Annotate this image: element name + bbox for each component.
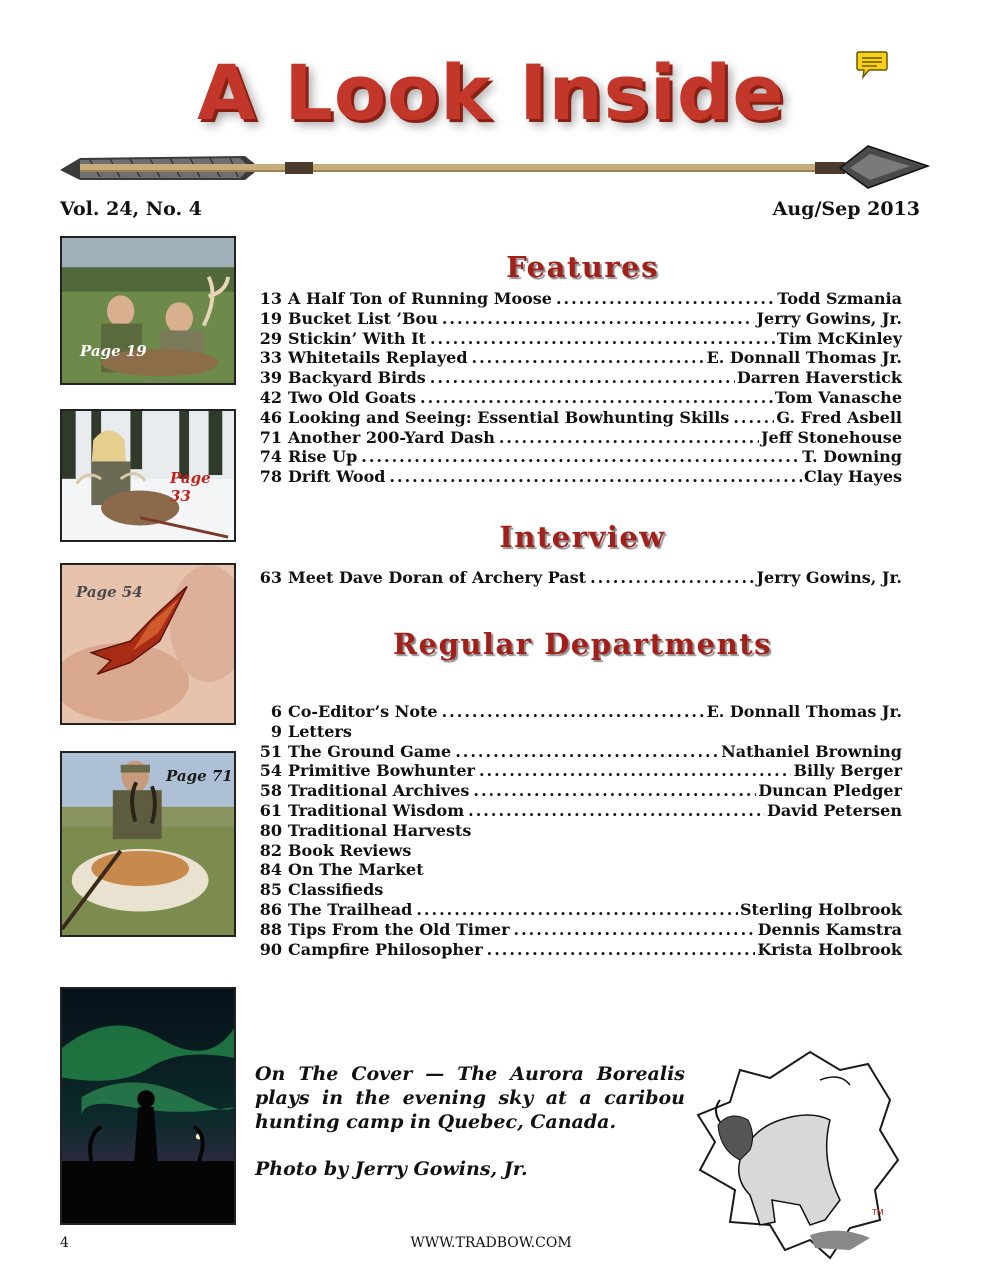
toc-entry[interactable] <box>252 860 902 880</box>
toc-author: G. Fred Asbell <box>776 407 902 427</box>
toc-entry[interactable] <box>252 447 902 467</box>
toc-title: Meet Dave Doran of Archery Past <box>288 568 587 587</box>
toc-author: Todd Szmania <box>777 289 902 308</box>
toc-title: A Half Ton of Running Moose <box>288 289 552 308</box>
toc-title: Tips From the Old Timer <box>288 919 510 939</box>
toc-leader-dots <box>389 467 802 486</box>
toc-entry[interactable] <box>252 920 902 940</box>
toc-entry[interactable] <box>252 880 902 900</box>
toc-leader-dots <box>430 329 775 348</box>
toc-page-number: 88 <box>259 919 282 939</box>
page-title: A Look Inside <box>197 48 785 137</box>
toc-leader-dots <box>479 761 792 780</box>
buffalo-logo <box>690 1050 900 1260</box>
interview-list <box>252 568 902 588</box>
toc-title: Primitive Bowhunter <box>288 761 475 781</box>
toc-title: Rise Up <box>288 447 358 467</box>
toc-leader-dots <box>442 309 755 328</box>
toc-page-number: 46 <box>259 407 282 427</box>
toc-author: Sterling Holbrook <box>739 899 902 919</box>
toc-page-number: 63 <box>259 568 282 587</box>
toc-page-number: 71 <box>259 427 282 447</box>
toc-entry[interactable] <box>252 940 902 960</box>
toc-page-number: 39 <box>259 368 282 388</box>
section-heading-features: Features <box>506 250 659 284</box>
issue-date: Aug/Sep 2013 <box>772 198 920 220</box>
toc-entry[interactable] <box>252 309 902 329</box>
toc-page-number: 85 <box>259 880 282 900</box>
comment-note-icon[interactable] <box>855 50 889 80</box>
toc-page-number: 51 <box>259 741 282 761</box>
toc-title: Backyard Birds <box>288 368 426 388</box>
cover-description: On The Cover — The Aurora Borealis plays in the evening sky at a caribou hunting camp in Quebec, Canada. <box>255 1063 685 1133</box>
toc-leader-dots <box>455 742 719 761</box>
toc-entry[interactable] <box>252 348 902 368</box>
toc-page-number: 84 <box>259 860 282 880</box>
volume-number: Vol. 24, No. 4 <box>60 198 202 220</box>
toc-author: Jeff Stonehouse <box>760 427 902 447</box>
toc-title: Looking and Seeing: Essential Bowhunting Skills <box>288 407 730 427</box>
toc-title: Campfire Philosopher <box>288 939 483 959</box>
toc-leader-dots <box>514 920 756 939</box>
toc-leader-dots <box>416 900 738 919</box>
toc-title: Co-Editor’s Note <box>288 702 438 721</box>
toc-title: Traditional Archives <box>288 781 470 801</box>
toc-leader-dots <box>499 428 759 447</box>
toc-entry[interactable] <box>252 841 902 861</box>
toc-page-number: 54 <box>259 761 282 781</box>
toc-entry[interactable] <box>252 408 902 428</box>
toc-leader-dots <box>487 940 756 959</box>
toc-leader-dots <box>442 702 705 721</box>
toc-leader-dots <box>733 408 774 427</box>
toc-author: Jerry Gowins, Jr. <box>756 568 902 587</box>
photo-caption: Page 71 <box>166 767 233 785</box>
toc-entry[interactable] <box>252 368 902 388</box>
arrow-banner <box>60 140 930 190</box>
toc-author: E. Donnall Thomas Jr. <box>706 702 902 721</box>
toc-title: Bucket List ’Bou <box>288 308 438 328</box>
toc-leader-dots <box>361 447 800 466</box>
toc-leader-dots <box>472 348 705 367</box>
toc-entry[interactable] <box>252 428 902 448</box>
toc-author: Duncan Pledger <box>758 781 902 801</box>
toc-page-number: 33 <box>259 348 282 368</box>
photo-page-19 <box>60 236 236 385</box>
toc-entry[interactable] <box>252 801 902 821</box>
page-number: 4 <box>60 1235 69 1251</box>
section-heading-interview: Interview <box>499 520 666 554</box>
toc-page-number: 13 <box>259 289 282 308</box>
toc-title: Traditional Harvests <box>288 820 472 840</box>
photo-caption: Page 33 <box>170 469 211 505</box>
toc-page-number: 86 <box>259 899 282 919</box>
toc-entry[interactable] <box>252 329 902 349</box>
toc-page-number: 58 <box>259 781 282 801</box>
toc-author: Tom Vanasche <box>774 387 902 407</box>
cover-photo-credit: Photo by Jerry Gowins, Jr. <box>255 1158 528 1180</box>
photo-page-33 <box>60 409 236 542</box>
section-heading-departments: Regular Departments <box>393 627 772 661</box>
toc-page-number: 6 <box>270 702 282 721</box>
toc-author: Jerry Gowins, Jr. <box>756 308 902 328</box>
toc-author: Nathaniel Browning <box>721 741 902 761</box>
toc-entry[interactable] <box>252 781 902 801</box>
toc-title: Another 200-Yard Dash <box>288 427 495 447</box>
toc-entry[interactable] <box>252 761 902 781</box>
photo-page-54 <box>60 563 236 725</box>
toc-author: E. Donnall Thomas Jr. <box>706 348 902 368</box>
cover-photo <box>60 987 236 1225</box>
toc-page-number: 90 <box>259 939 282 959</box>
photo-page-71 <box>60 751 236 937</box>
toc-entry[interactable] <box>252 742 902 762</box>
toc-title: Letters <box>288 721 352 741</box>
toc-leader-dots <box>556 289 775 308</box>
toc-page-number: 9 <box>270 721 282 741</box>
toc-leader-dots <box>473 781 756 800</box>
toc-page-number: 19 <box>259 308 282 328</box>
toc-title: The Ground Game <box>288 741 452 761</box>
toc-page-number: 42 <box>259 387 282 407</box>
toc-page-number: 74 <box>259 447 282 467</box>
toc-leader-dots <box>590 568 754 587</box>
toc-entry[interactable] <box>252 722 902 742</box>
toc-author: Tim McKinley <box>776 328 902 348</box>
toc-page-number: 78 <box>259 467 282 487</box>
toc-entry[interactable] <box>252 900 902 920</box>
toc-title: Two Old Goats <box>288 387 417 407</box>
toc-entry[interactable] <box>252 821 902 841</box>
toc-page-number: 82 <box>259 840 282 860</box>
departments-list <box>252 702 902 959</box>
toc-entry[interactable] <box>252 702 902 722</box>
toc-author: Clay Hayes <box>803 467 902 487</box>
trademark-mark: TM <box>872 1208 884 1217</box>
toc-author: David Petersen <box>767 800 902 820</box>
toc-leader-dots <box>420 388 773 407</box>
toc-title: Classifieds <box>288 880 384 900</box>
toc-page-number: 61 <box>259 800 282 820</box>
toc-author: Krista Holbrook <box>757 939 902 959</box>
features-list <box>252 289 902 487</box>
toc-author: Dennis Kamstra <box>757 919 902 939</box>
toc-page-number: 80 <box>259 820 282 840</box>
toc-title: The Trailhead <box>288 899 413 919</box>
toc-entry[interactable] <box>252 388 902 408</box>
toc-author: Billy Berger <box>793 761 902 781</box>
toc-title: Stickin’ With It <box>288 328 426 348</box>
toc-entry[interactable] <box>252 289 902 309</box>
toc-author: Darren Haverstick <box>736 368 902 388</box>
toc-entry[interactable] <box>252 467 902 487</box>
toc-leader-dots <box>430 368 735 387</box>
toc-title: Whitetails Replayed <box>288 348 468 368</box>
toc-page-number: 29 <box>259 328 282 348</box>
toc-entry[interactable] <box>252 568 902 588</box>
photo-caption: Page 19 <box>80 342 147 360</box>
toc-author: T. Downing <box>802 447 902 467</box>
toc-title: On The Market <box>288 860 424 880</box>
toc-title: Traditional Wisdom <box>288 800 465 820</box>
photo-caption: Page 54 <box>76 583 143 601</box>
toc-title: Drift Wood <box>288 467 386 487</box>
website-link[interactable]: WWW.TRADBOW.COM <box>410 1235 572 1251</box>
toc-title: Book Reviews <box>288 840 412 860</box>
toc-leader-dots <box>468 801 765 820</box>
